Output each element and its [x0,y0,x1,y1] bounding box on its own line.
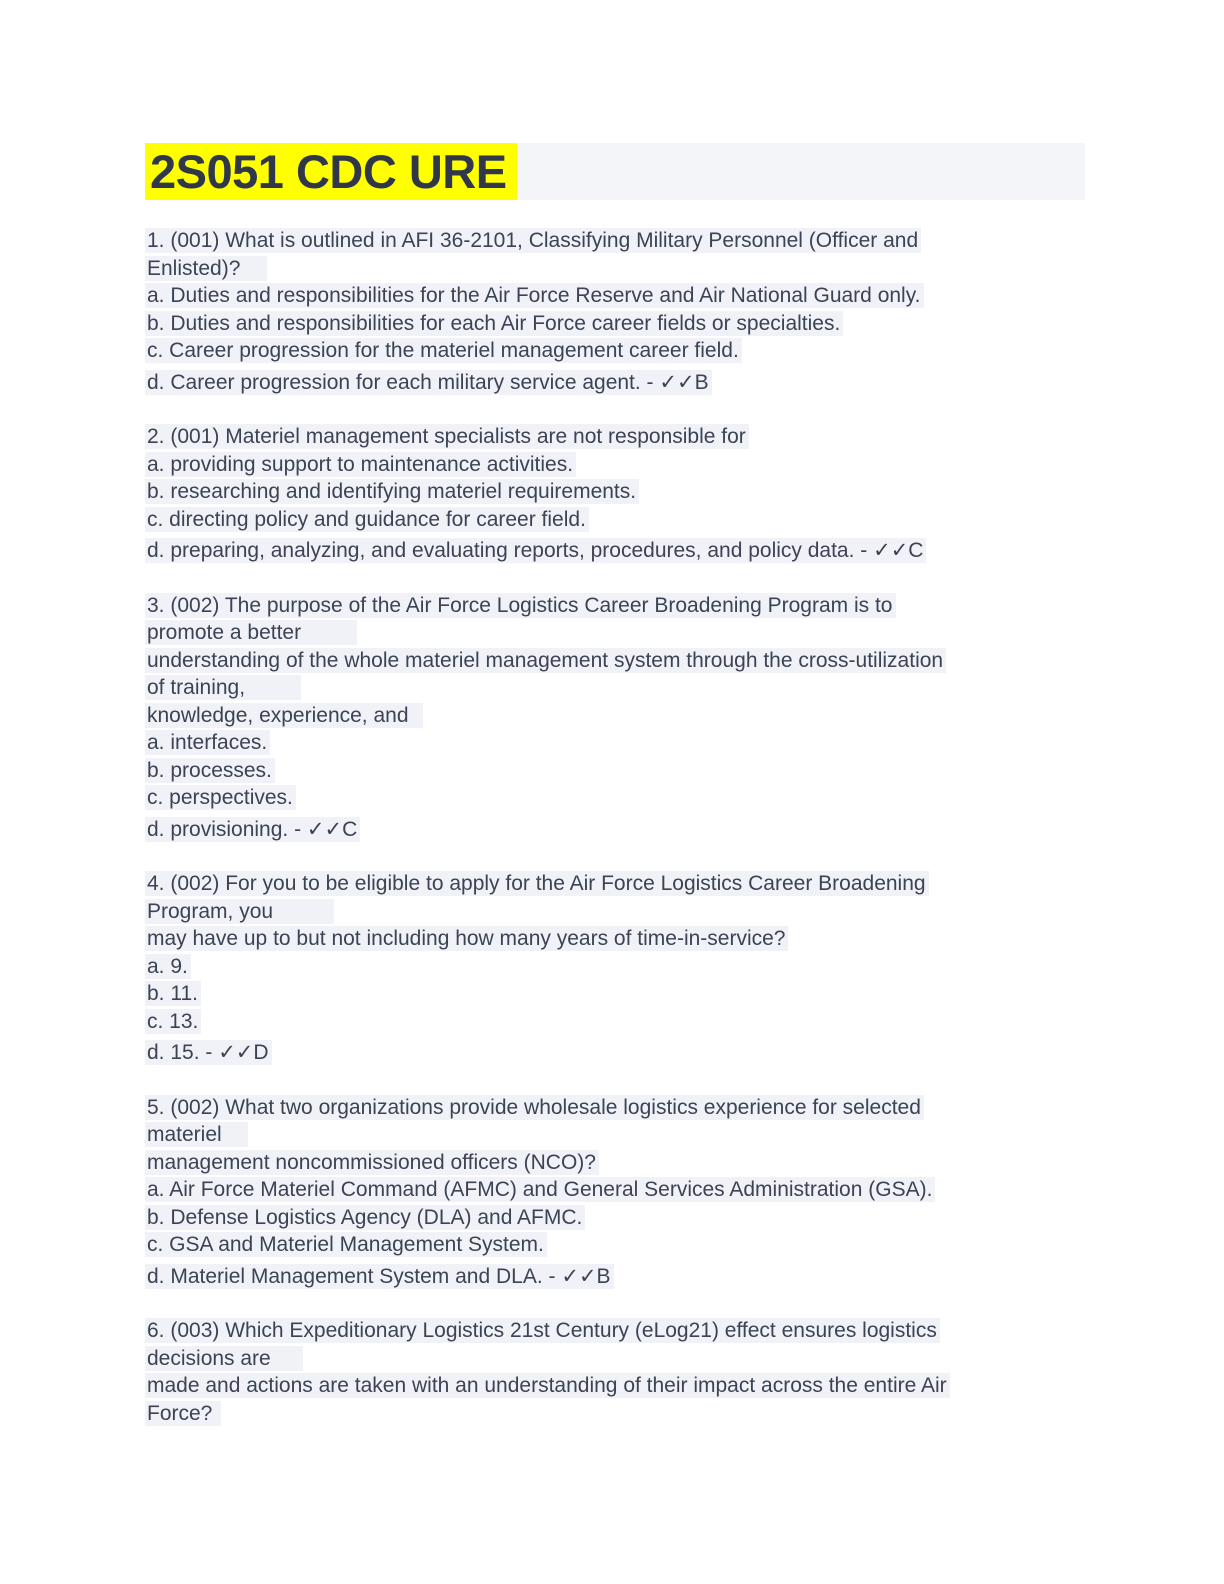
highlighted-text: made and actions are taken with an understanding of their impact across the entire Air [145,1373,950,1398]
question-4-line-7 [145,1039,1085,1067]
page-title: 2S051 CDC URE [145,143,517,200]
highlighted-text: Program, you [145,899,334,924]
question-4-line-2 [145,898,1085,926]
highlighted-text: 1. (001) What is outlined in AFI 36-2101, Classifying Military Personnel (Officer and [145,228,921,253]
highlighted-text: materiel [145,1122,248,1147]
question-3-line-7 [145,757,1085,785]
highlighted-text: may have up to but not including how many years of time-in-service? [145,926,788,951]
question-5-line-7 [145,1263,1085,1291]
highlighted-text: d. 15. - ✓✓D [145,1040,272,1065]
highlighted-text: b. Duties and responsibilities for each Air Force career fields or specialties. [145,311,843,336]
question-2-line-4 [145,506,1085,534]
question-6-line-4 [145,1400,1085,1428]
highlighted-text: knowledge, experience, and [145,703,423,728]
question-1-line-2 [145,255,1085,283]
question-6-line-1 [145,1317,1085,1345]
highlighted-text: Force? [145,1401,221,1426]
question-3-line-5 [145,702,1085,730]
highlighted-text: c. directing policy and guidance for career field. [145,507,589,532]
question-5-line-3 [145,1149,1085,1177]
question-1-line-6 [145,369,1085,397]
question-3 [145,592,1085,844]
highlighted-text: 4. (002) For you to be eligible to apply for the Air Force Logistics Career Broadening [145,871,929,896]
highlighted-text: b. Defense Logistics Agency (DLA) and AFMC. [145,1205,585,1230]
question-2-line-5 [145,537,1085,565]
question-6-line-3 [145,1372,1085,1400]
highlighted-text: c. 13. [145,1009,201,1034]
highlighted-text: a. interfaces. [145,730,270,755]
question-1 [145,227,1085,396]
question-4-line-1 [145,870,1085,898]
highlighted-text: d. preparing, analyzing, and evaluating reports, procedures, and policy data. - ✓✓C [145,538,926,563]
question-3-line-4 [145,674,1085,702]
question-1-line-3 [145,282,1085,310]
highlighted-text: decisions are [145,1346,303,1371]
question-3-line-9 [145,816,1085,844]
question-4-line-6 [145,1008,1085,1036]
question-2-line-3 [145,478,1085,506]
question-5-line-4 [145,1176,1085,1204]
question-5-line-5 [145,1204,1085,1232]
highlighted-text: 3. (002) The purpose of the Air Force Logistics Career Broadening Program is to [145,593,896,618]
highlighted-text: a. providing support to maintenance activities. [145,452,576,477]
highlighted-text: a. Air Force Materiel Command (AFMC) and General Services Administration (GSA). [145,1177,935,1202]
question-4-line-4 [145,953,1085,981]
highlighted-text: Enlisted)? [145,256,267,281]
question-2-line-2 [145,451,1085,479]
highlighted-text: c. perspectives. [145,785,296,810]
title-banner [145,143,1085,200]
question-5-line-2 [145,1121,1085,1149]
highlighted-text: d. Materiel Management System and DLA. - ✓✓B [145,1264,614,1289]
question-1-line-4 [145,310,1085,338]
question-5-line-6 [145,1231,1085,1259]
highlighted-text: b. 11. [145,981,201,1006]
question-5-line-1 [145,1094,1085,1122]
question-6-line-2 [145,1345,1085,1373]
highlighted-text: 2. (001) Materiel management specialists are not responsible for [145,424,749,449]
question-3-line-3 [145,647,1085,675]
question-6 [145,1317,1085,1427]
question-3-line-8 [145,784,1085,812]
highlighted-text: understanding of the whole materiel management system through the cross-utilization [145,648,946,673]
highlighted-text: a. Duties and responsibilities for the Air Force Reserve and Air National Guard only. [145,283,924,308]
question-3-line-1 [145,592,1085,620]
question-4 [145,870,1085,1067]
document-content [145,143,1085,1454]
highlighted-text: management noncommissioned officers (NCO)? [145,1150,599,1175]
highlighted-text: b. processes. [145,758,275,783]
question-2 [145,423,1085,565]
highlighted-text: b. researching and identifying materiel requirements. [145,479,639,504]
questions-container [145,227,1085,1427]
highlighted-text: c. GSA and Materiel Management System. [145,1232,547,1257]
question-3-line-2 [145,619,1085,647]
highlighted-text: promote a better [145,620,357,645]
question-1-line-5 [145,337,1085,365]
highlighted-text: a. 9. [145,954,191,979]
highlighted-text: 6. (003) Which Expeditionary Logistics 21st Century (eLog21) effect ensures logistics [145,1318,940,1343]
question-4-line-3 [145,925,1085,953]
highlighted-text: c. Career progression for the materiel management career field. [145,338,742,363]
highlighted-text: 5. (002) What two organizations provide wholesale logistics experience for selected [145,1095,924,1120]
question-1-line-1 [145,227,1085,255]
highlighted-text: d. Career progression for each military service agent. - ✓✓B [145,370,712,395]
question-3-line-6 [145,729,1085,757]
question-5 [145,1094,1085,1291]
highlighted-text: of training, [145,675,301,700]
question-2-line-1 [145,423,1085,451]
highlighted-text: d. provisioning. - ✓✓C [145,817,360,842]
question-4-line-5 [145,980,1085,1008]
